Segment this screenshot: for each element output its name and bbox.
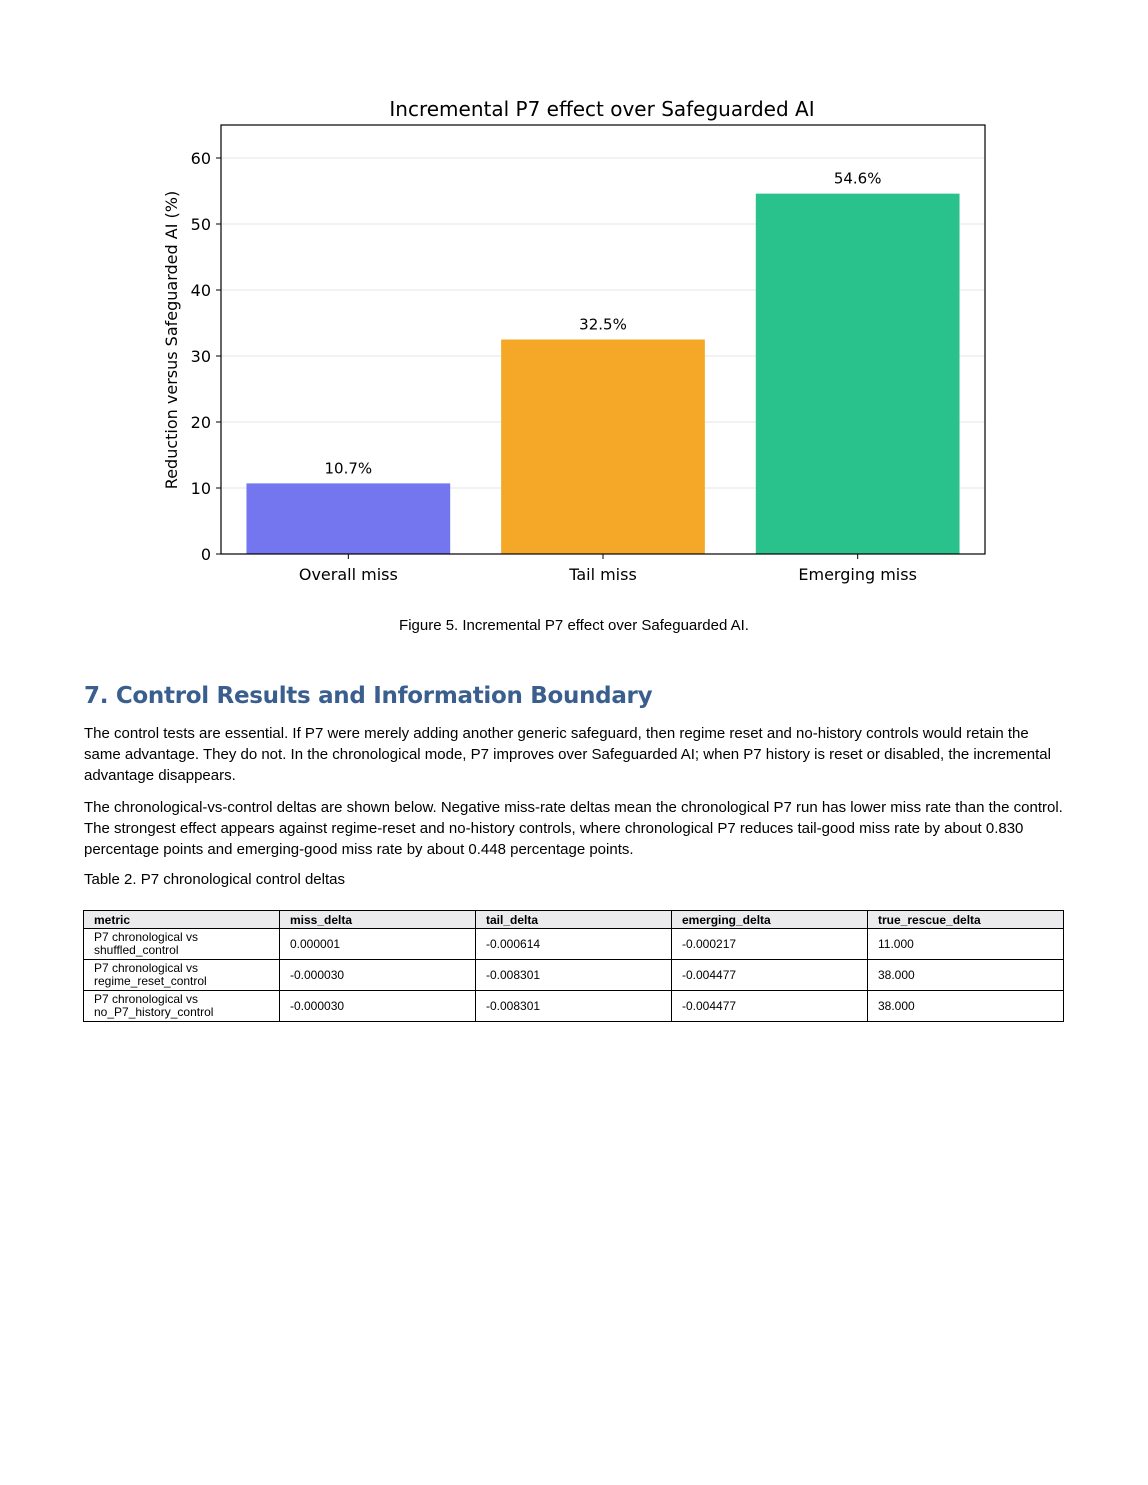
y-axis-label: Reduction versus Safeguarded AI (%) <box>162 190 181 490</box>
cell-emerging-delta: -0.004477 <box>672 991 868 1022</box>
bar-tail-miss <box>501 340 705 555</box>
table-row <box>84 960 1064 991</box>
table-row <box>84 991 1064 1022</box>
header-emerging-delta: emerging_delta <box>672 911 868 929</box>
y-tick-label: 60 <box>190 149 211 168</box>
table-caption: Table 2. P7 chronological control deltas <box>84 871 345 888</box>
y-tick-label: 30 <box>190 347 211 366</box>
bar-chart <box>150 88 1000 588</box>
header-tail-delta: tail_delta <box>476 911 672 929</box>
cell-tail-delta: -0.008301 <box>476 991 672 1022</box>
section-title: 7. Control Results and Information Boundary <box>84 683 653 709</box>
paragraph-control-tests: The control tests are essential. If P7 were merely adding another generic safeguard, then regime reset and no-history controls would retain the same advantage. They do not. In the chronological mode, P7 improves over Safeguarded AI; when P7 history is reset or disabled, the incremental advantage disappears. <box>84 725 1051 784</box>
x-tick-label: Emerging miss <box>798 565 917 584</box>
header-miss-delta: miss_delta <box>280 911 476 929</box>
table-header-row <box>84 911 1064 929</box>
x-tick-label: Tail miss <box>569 565 637 584</box>
cell-miss-delta: -0.000030 <box>280 960 476 991</box>
control-deltas-table <box>83 910 1064 1022</box>
x-axis-ticks <box>299 554 917 584</box>
header-true-rescue-delta: true_rescue_delta <box>868 911 1064 929</box>
figure-caption: Figure 5. Incremental P7 effect over Safeguarded AI. <box>399 617 749 634</box>
header-metric: metric <box>84 911 280 929</box>
cell-tail-delta: -0.000614 <box>476 929 672 960</box>
bar-emerging-miss <box>756 194 960 554</box>
bar-value-label: 32.5% <box>579 315 627 334</box>
y-tick-label: 10 <box>190 479 211 498</box>
cell-metric: P7 chronological vs no_P7_history_control <box>84 991 280 1022</box>
table-row <box>84 929 1064 960</box>
cell-miss-delta: -0.000030 <box>280 991 476 1022</box>
cell-emerging-delta: -0.004477 <box>672 960 868 991</box>
bars <box>246 194 959 554</box>
cell-true-rescue-delta: 38.000 <box>868 991 1064 1022</box>
y-tick-label: 20 <box>190 413 211 432</box>
cell-tail-delta: -0.008301 <box>476 960 672 991</box>
cell-true-rescue-delta: 38.000 <box>868 960 1064 991</box>
y-tick-label: 40 <box>190 281 211 300</box>
paragraph-deltas: The chronological-vs-control deltas are shown below. Negative miss-rate deltas mean the chronological P7 run has lower miss rate than the control. The strongest effect appears against regime-reset and no-history controls, where chronological P7 reduces tail-good miss rate by about 0.830 percentage points and emerging-good miss rate by about 0.448 percentage points. <box>84 799 1063 858</box>
bar-value-label: 10.7% <box>324 459 373 478</box>
y-axis-ticks <box>191 149 221 564</box>
cell-true-rescue-delta: 11.000 <box>868 929 1064 960</box>
bar-chart-svg <box>150 88 1000 588</box>
cell-miss-delta: 0.000001 <box>280 929 476 960</box>
bar-overall-miss <box>246 483 450 554</box>
cell-metric: P7 chronological vs regime_reset_control <box>84 960 280 991</box>
y-tick-label: 0 <box>200 545 211 564</box>
x-tick-label: Overall miss <box>298 565 398 584</box>
cell-emerging-delta: -0.000217 <box>672 929 868 960</box>
bar-value-label: 54.6% <box>833 169 882 188</box>
chart-title: Incremental P7 effect over Safeguarded AI <box>389 97 815 121</box>
cell-metric: P7 chronological vs shuffled_control <box>84 929 280 960</box>
y-tick-label: 50 <box>190 215 211 234</box>
